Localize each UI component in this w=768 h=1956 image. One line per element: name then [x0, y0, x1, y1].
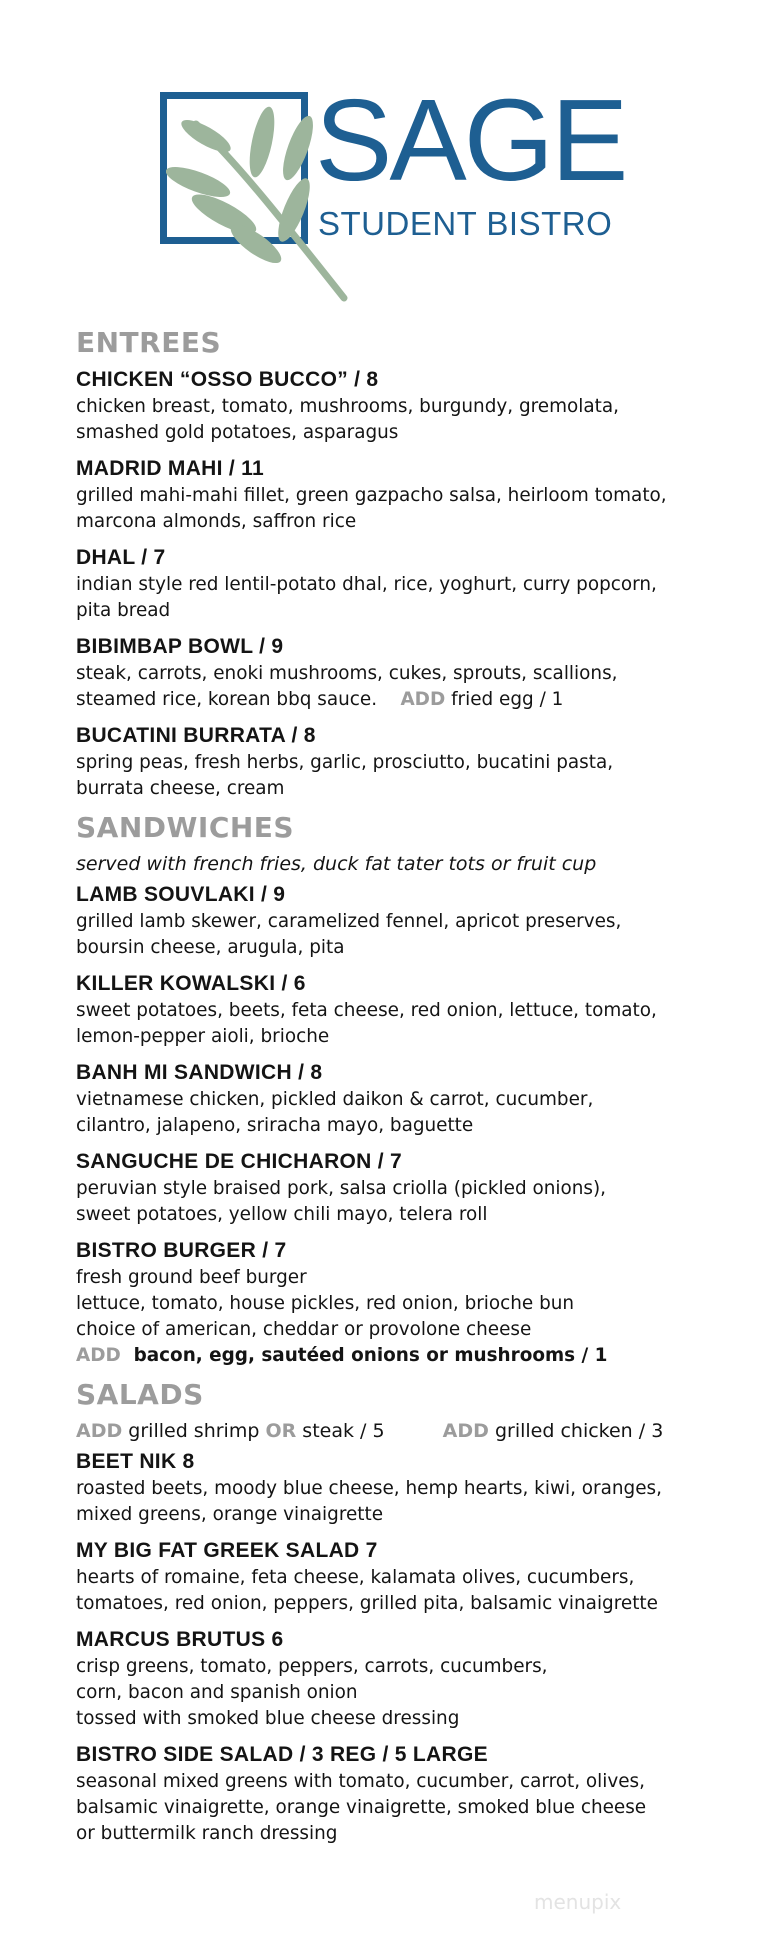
menu-item	[76, 1448, 736, 1528]
item-title: BANH MI SANDWICH / 8	[76, 1061, 323, 1084]
item-description: sweet potatoes, beets, feta cheese, red onion, lettuce, tomato,	[76, 1000, 657, 1021]
menu-item	[76, 455, 736, 535]
menu-item	[76, 1537, 736, 1617]
item-description-tail: steamed rice, korean bbq sauce.	[76, 689, 378, 710]
item-description: tossed with smoked blue cheese dressing	[76, 1708, 460, 1729]
item-description: chicken breast, tomato, mushrooms, burgundy, gremolata,	[76, 396, 619, 417]
brand-subtitle: STUDENT BISTRO	[318, 205, 613, 242]
section-note: served with french fries, duck fat tater tots or fruit cup	[76, 853, 597, 875]
item-addon	[76, 1343, 736, 1369]
section-title-entrees: ENTREES	[76, 326, 222, 359]
item-description: seasonal mixed greens with tomato, cucumber, carrot, olives,	[76, 1771, 645, 1792]
item-description: corn, bacon and spanish onion	[76, 1682, 358, 1703]
item-title: MY BIG FAT GREEK SALAD 7	[76, 1539, 378, 1562]
item-title: BUCATINI BURRATA / 8	[76, 724, 316, 747]
item-description: grilled mahi-mahi fillet, green gazpacho salsa, heirloom tomato,	[76, 485, 667, 506]
addon-text: bacon, egg, sautéed onions or mushrooms / 1	[133, 1345, 608, 1366]
menu-item	[76, 633, 736, 713]
menu-item	[76, 722, 736, 802]
item-description: balsamic vinaigrette, orange vinaigrette, smoked blue cheese	[76, 1797, 647, 1818]
section-title-sandwiches: SANDWICHES	[76, 811, 295, 844]
add-label: ADD	[442, 1420, 489, 1442]
add-label: ADD	[76, 1420, 123, 1442]
menu-item	[76, 1148, 736, 1228]
item-description: crisp greens, tomato, peppers, carrots, cucumbers,	[76, 1656, 548, 1677]
item-description: burrata cheese, cream	[76, 778, 285, 799]
item-description-with-addon	[76, 687, 736, 713]
item-description: steak, carrots, enoki mushrooms, cukes, sprouts, scallions,	[76, 663, 618, 684]
item-description: cilantro, jalapeno, sriracha mayo, baguette	[76, 1115, 474, 1136]
add-label: ADD	[400, 689, 446, 710]
sage-logo	[150, 75, 630, 300]
addon-text: grilled shrimp	[128, 1420, 260, 1442]
menu-item	[76, 881, 736, 961]
salads-section	[76, 1378, 736, 1847]
item-title: MARCUS BRUTUS 6	[76, 1628, 284, 1651]
watermark: menupix	[534, 1890, 622, 1914]
or-label: OR	[265, 1420, 297, 1442]
item-description: grilled lamb skewer, caramelized fennel, apricot preserves,	[76, 911, 622, 932]
item-description: indian style red lentil-potato dhal, rice, yoghurt, curry popcorn,	[76, 574, 657, 595]
menu-item	[76, 1237, 736, 1369]
menu-item	[76, 1741, 736, 1847]
add-label: ADD	[76, 1345, 121, 1366]
item-title: BISTRO SIDE SALAD / 3 REG / 5 LARGE	[76, 1743, 488, 1766]
item-description: tomatoes, red onion, peppers, grilled pita, balsamic vinaigrette	[76, 1593, 658, 1614]
item-description: marcona almonds, saffron rice	[76, 511, 357, 532]
item-description: mixed greens, orange vinaigrette	[76, 1504, 384, 1525]
item-title: MADRID MAHI / 11	[76, 457, 264, 480]
sandwiches-section	[76, 811, 736, 1369]
menu-content	[76, 326, 736, 1856]
item-description: roasted beets, moody blue cheese, hemp hearts, kiwi, oranges,	[76, 1478, 662, 1499]
item-title: BISTRO BURGER / 7	[76, 1239, 287, 1262]
salad-addons	[76, 1418, 736, 1444]
item-title: KILLER KOWALSKI / 6	[76, 972, 306, 995]
item-description: spring peas, fresh herbs, garlic, prosciutto, bucatini pasta,	[76, 752, 614, 773]
section-title-salads: SALADS	[76, 1378, 204, 1411]
item-description: sweet potatoes, yellow chili mayo, telera roll	[76, 1204, 488, 1225]
item-description: hearts of romaine, feta cheese, kalamata olives, cucumbers,	[76, 1567, 635, 1588]
item-title: DHAL / 7	[76, 546, 166, 569]
item-description: choice of american, cheddar or provolone cheese	[76, 1319, 532, 1340]
entrees-section	[76, 326, 736, 802]
item-description: lemon-pepper aioli, brioche	[76, 1026, 330, 1047]
item-description: smashed gold potatoes, asparagus	[76, 422, 399, 443]
menu-item	[76, 970, 736, 1050]
item-title: LAMB SOUVLAKI / 9	[76, 883, 286, 906]
item-description: lettuce, tomato, house pickles, red onion, brioche bun	[76, 1293, 575, 1314]
menu-item	[76, 1626, 736, 1732]
item-title: SANGUCHE DE CHICHARON / 7	[76, 1150, 403, 1173]
item-title: CHICKEN “OSSO BUCCO” / 8	[76, 368, 379, 391]
addon-text: fried egg / 1	[451, 689, 564, 710]
item-description: boursin cheese, arugula, pita	[76, 937, 345, 958]
item-description: pita bread	[76, 600, 171, 621]
menu-item	[76, 1059, 736, 1139]
item-description: or buttermilk ranch dressing	[76, 1823, 338, 1844]
item-title: BIBIMBAP BOWL / 9	[76, 635, 284, 658]
addon-text: steak / 5	[302, 1420, 385, 1442]
menu-item	[76, 544, 736, 624]
menu-item	[76, 366, 736, 446]
item-description: vietnamese chicken, pickled daikon & carrot, cucumber,	[76, 1089, 594, 1110]
item-title: BEET NIK 8	[76, 1450, 195, 1473]
item-description: peruvian style braised pork, salsa criolla (pickled onions),	[76, 1178, 606, 1199]
addon-text: grilled chicken / 3	[494, 1420, 664, 1442]
brand-name: SAGE	[315, 75, 626, 205]
item-description: fresh ground beef burger	[76, 1267, 307, 1288]
